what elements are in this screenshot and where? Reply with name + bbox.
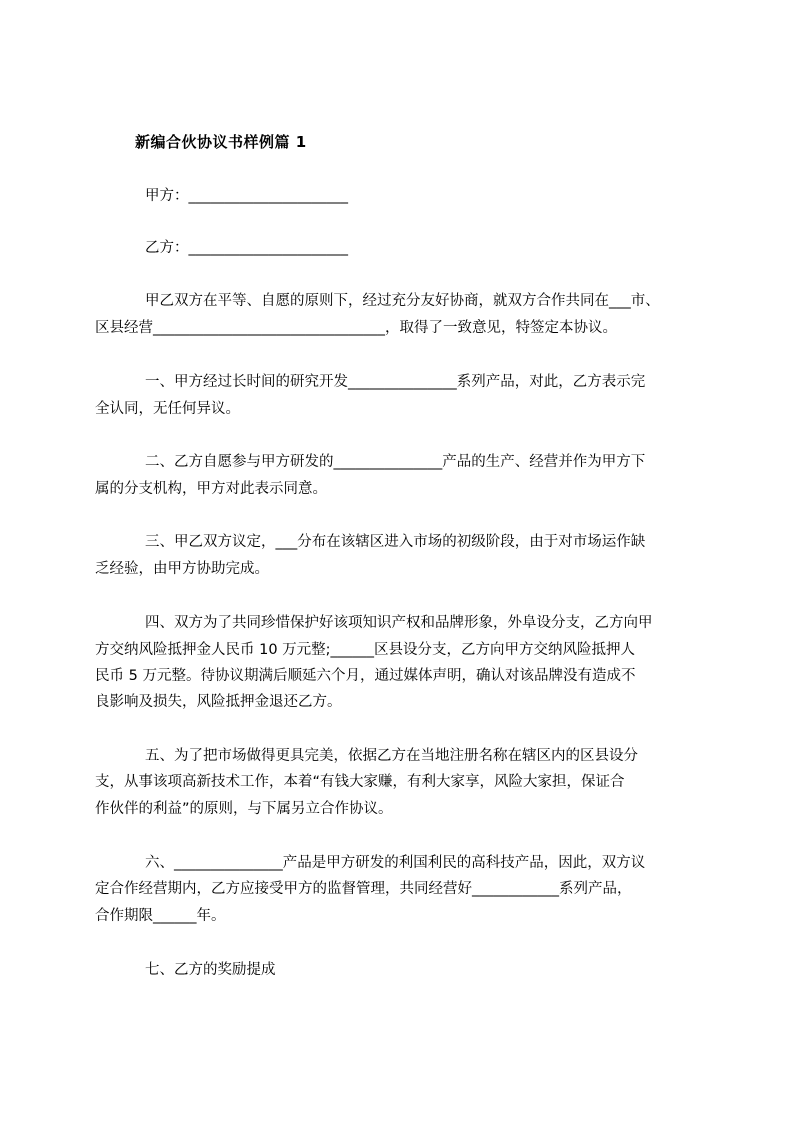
clause-5-line-1: 五、为了把市场做得更具完美，依据乙方在当地注册名称在辖区内的区县设分: [145, 748, 638, 764]
paragraph-intro-line-2: 区县经营________________________________，取得了一致意见，特签定本协议。: [95, 320, 617, 336]
clause-2-line-2: 属的分支机构，甲方对此表示同意。: [95, 481, 327, 497]
clause-6-line-3: 合作期限______年。: [95, 908, 226, 924]
clause-1-line-2: 全认同，无任何异议。: [95, 401, 240, 417]
clause-1-line-1: 一、甲方经过长时间的研究开发_______________系列产品，对此，乙方表示完: [145, 374, 646, 390]
clause-3-line-2: 乏经验，由甲方协助完成。: [95, 561, 269, 577]
clause-6-line-2: 定合作经营期内，乙方应接受甲方的监督管理，共同经营好____________系列产品，: [95, 881, 632, 897]
party-a-line: 甲方：______________________: [145, 188, 348, 204]
clause-4-line-2: 方交纳风险抵押金人民币 10 万元整;______区县设分支，乙方向甲方交纳风险抵押人: [95, 642, 636, 658]
clause-3-line-1: 三、甲乙双方议定，___分布在该辖区进入市场的初级阶段，由于对市场运作缺: [145, 534, 646, 550]
document-title: 新编合伙协议书样例篇 1: [135, 133, 307, 151]
clause-7-heading: 七、乙方的奖励提成: [145, 962, 276, 978]
clause-4-line-4: 良影响及损失，风险抵押金退还乙方。: [95, 694, 342, 710]
clause-5-line-2: 支，从事该项高新技术工作，本着“有钱大家赚，有利大家享，风险大家担，保证合: [95, 774, 625, 790]
party-b-line: 乙方：______________________: [145, 240, 348, 256]
clause-4-line-1: 四、双方为了共同珍惜保护好该项知识产权和品牌形象，外阜设分支，乙方向甲: [145, 615, 653, 631]
clause-2-line-1: 二、乙方自愿参与甲方研发的_______________产品的生产、经营并作为甲方下: [145, 454, 646, 470]
clause-5-line-3: 作伙伴的利益”的原则，与下属另立合作协议。: [95, 801, 393, 817]
paragraph-intro-line-1: 甲乙双方在平等、自愿的原则下，经过充分友好协商，就双方合作共同在___市、: [145, 293, 660, 309]
clause-4-line-3: 民币 5 万元整。待协议期满后顺延六个月，通过媒体声明，确认对该品牌没有造成不: [95, 668, 636, 684]
clause-6-line-1: 六、_______________产品是甲方研发的利国利民的高科技产品，因此，双方议: [145, 855, 646, 871]
